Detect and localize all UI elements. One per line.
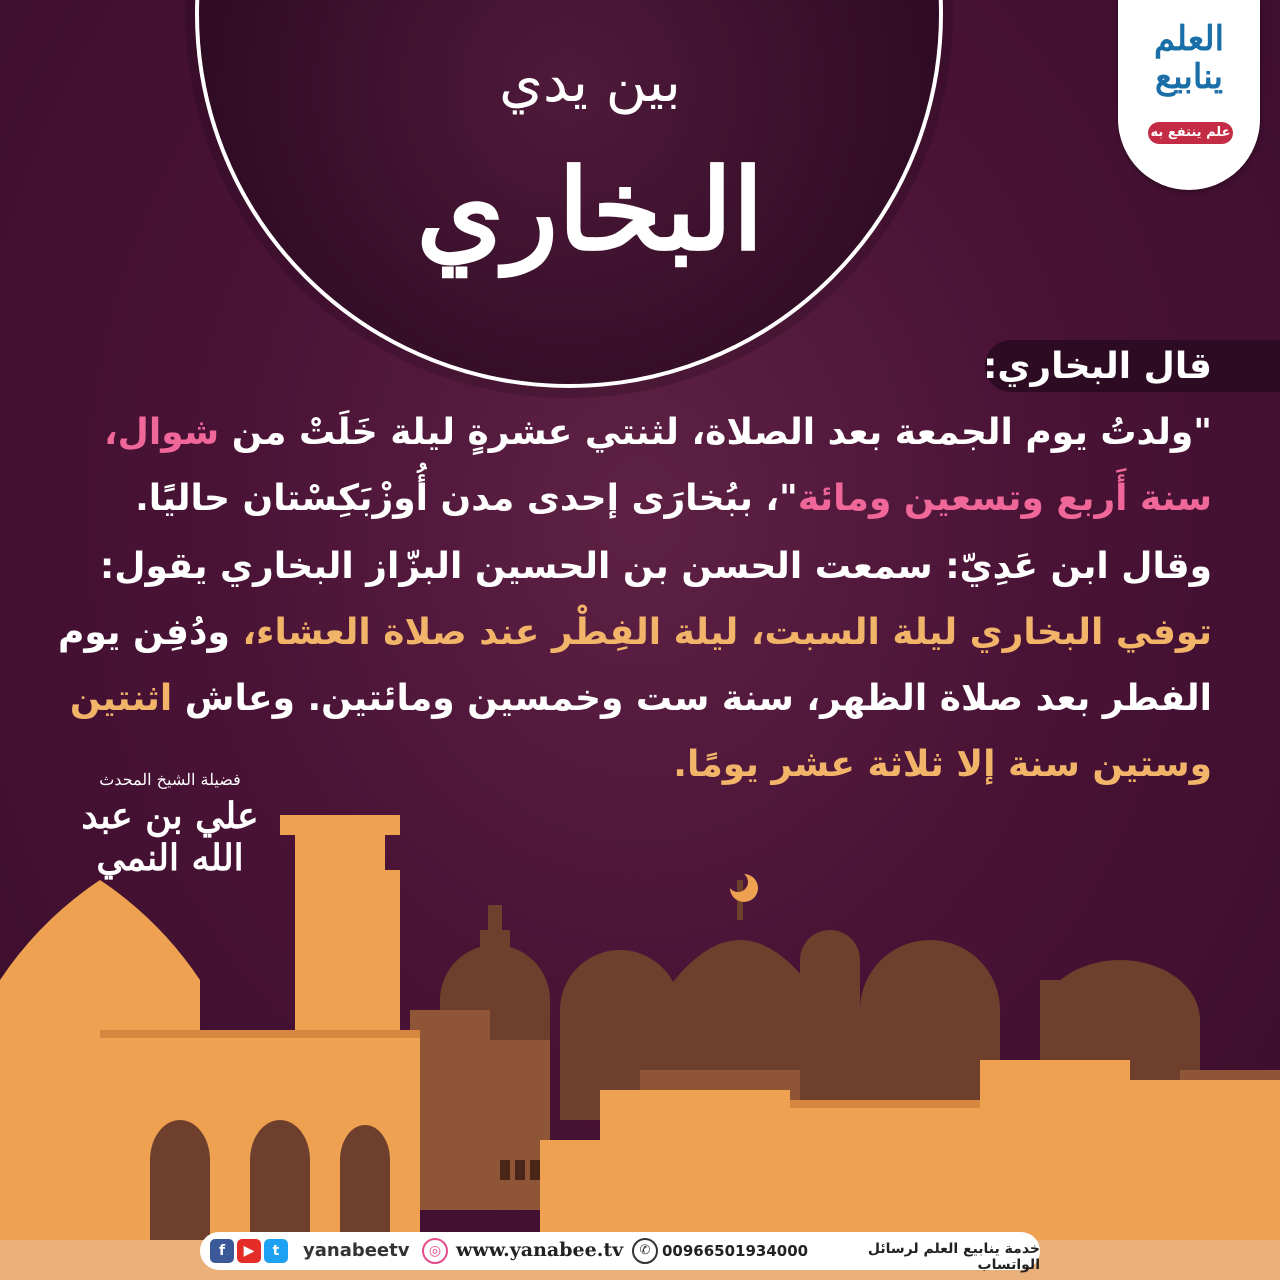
website-link[interactable]: www.yanabee.tv xyxy=(456,1239,624,1261)
text-line-2-main: "، ببُخارَى إحدى مدن أُوزْبَكِسْتان حاليًا. xyxy=(135,478,798,519)
text-line-4-main: ودُفِن يوم xyxy=(58,612,230,653)
signature-name: علي بن عبد الله النمي xyxy=(81,795,259,879)
text-line-5-highlight: اثنتين xyxy=(69,678,173,719)
facebook-icon[interactable]: f xyxy=(210,1239,234,1263)
text-line-4-highlight: توفي البخاري ليلة السبت، ليلة الفِطْر عند صلاة العشاء، xyxy=(229,612,1212,653)
social-icons xyxy=(210,1239,291,1263)
text-line-5-main: الفطر بعد صلاة الظهر، سنة ست وخمسين ومائتين. وعاش xyxy=(172,678,1212,719)
signature-subtitle: فضيلة الشيخ المحدث xyxy=(99,770,241,789)
dribbble-icon: ◎ xyxy=(422,1238,448,1264)
social-handle[interactable]: yanabeetv xyxy=(303,1240,410,1261)
logo-name-line2: ينابيع xyxy=(1155,57,1223,97)
footer-contact-bar xyxy=(200,1232,1040,1273)
whatsapp-number[interactable]: 00966501934000 xyxy=(662,1242,809,1260)
text-line-2-highlight: سنة أَربع وتسعين ومائة xyxy=(797,478,1212,519)
youtube-icon[interactable]: ▶ xyxy=(237,1239,261,1263)
quote-label: قال البخاري: xyxy=(983,346,1212,387)
twitter-icon[interactable]: t xyxy=(264,1239,288,1263)
logo-tagline: علم ينتفع به xyxy=(1148,122,1233,144)
text-line-3: وقال ابن عَدِيّ: سمعت الحسن بن الحسين البزّاز البخاري يقول: xyxy=(99,546,1212,587)
text-line-1-highlight: شوال، xyxy=(103,412,220,453)
title-line-big: البخاري xyxy=(416,145,764,276)
whatsapp-icon: ✆ xyxy=(632,1238,658,1264)
whatsapp-service-label: خدمة ينابيع العلم لرسائل الواتساب xyxy=(867,1241,1040,1273)
title-line-small: بين يدي xyxy=(499,50,681,115)
crescent-icon xyxy=(730,874,758,902)
logo-name-line1: العلم xyxy=(1153,19,1225,59)
text-line-1-main: "ولدتُ يوم الجمعة بعد الصلاة، لثنتي عشرةٍ ليلة خَلَتْ من xyxy=(219,412,1212,453)
text-line-6: وستين سنة إلا ثلاثة عشر يومًا. xyxy=(673,744,1212,785)
